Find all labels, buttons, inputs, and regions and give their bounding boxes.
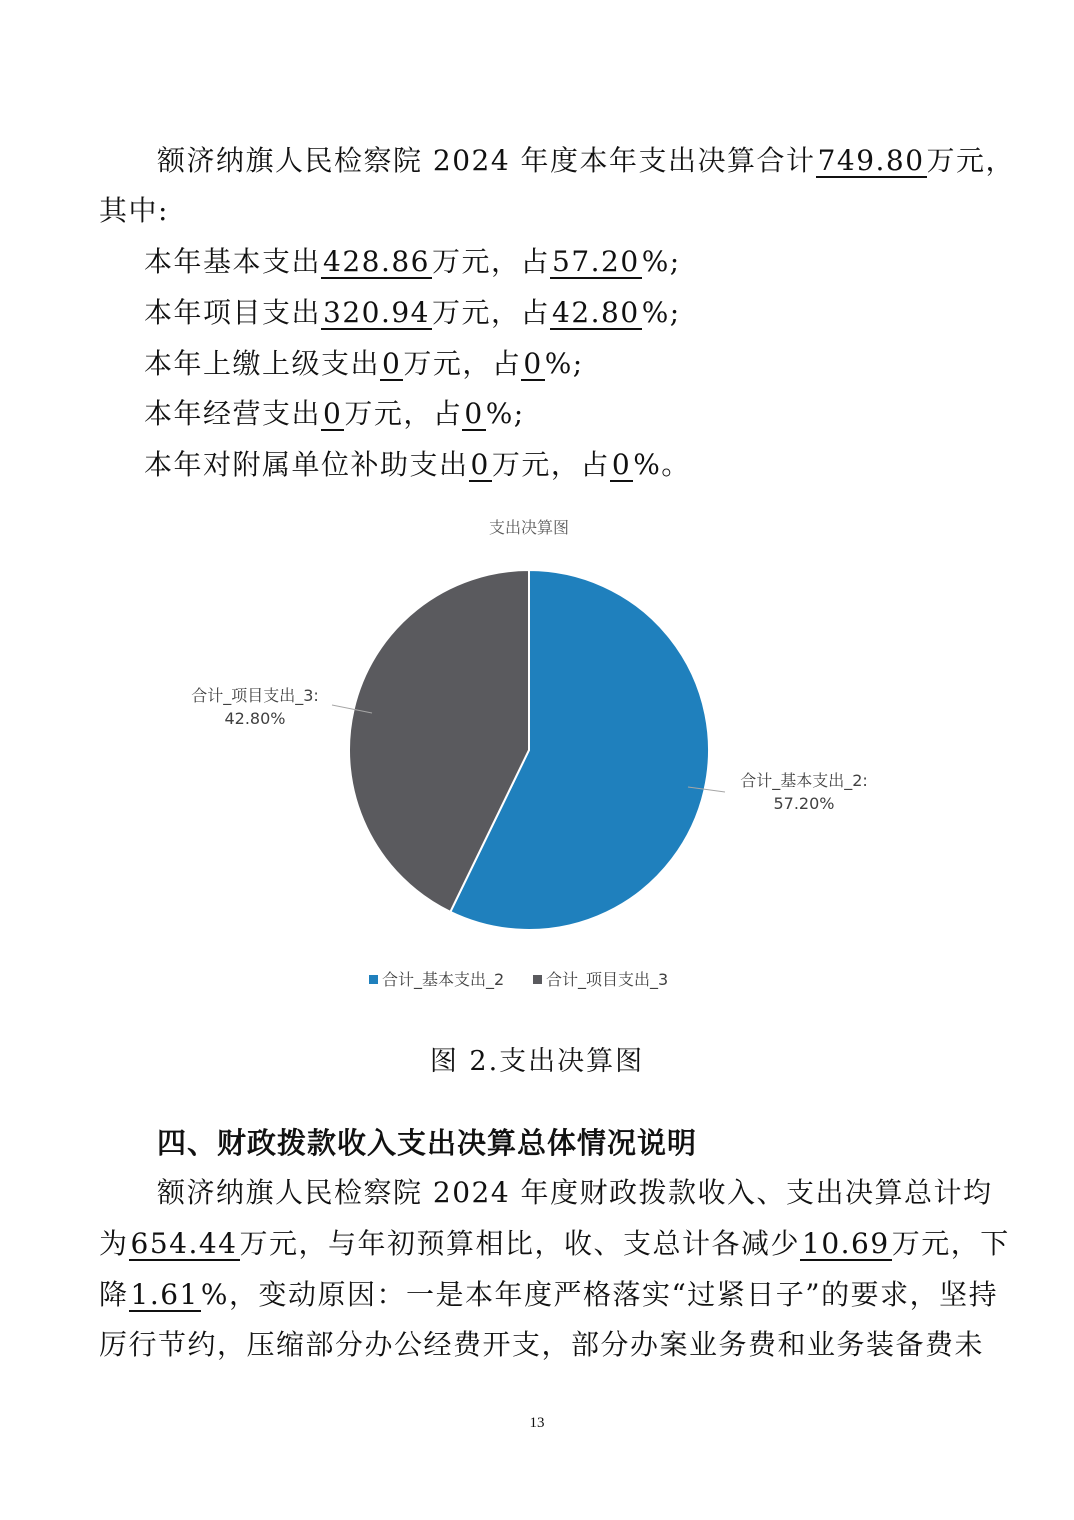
item-mid: 万元，占	[491, 448, 610, 481]
item-label: 本年经营支出	[144, 397, 322, 430]
fiscal-total-value: 654.44	[130, 1227, 238, 1260]
item-amount: 320.94	[323, 296, 430, 329]
section-line1	[157, 1173, 993, 1213]
para1-text: 额济纳旗人民检察院 2024 年度本年支出决算合计	[157, 144, 816, 177]
item-label: 本年基本支出	[144, 245, 322, 278]
expense-item	[144, 394, 525, 434]
item-post: %;	[544, 347, 584, 380]
section-text: 为	[99, 1227, 129, 1260]
section-line2	[99, 1224, 1010, 1264]
decrease-value: 10.69	[802, 1227, 890, 1260]
data-label-name: 合计_基本支出_2:	[740, 771, 868, 790]
item-label: 本年上缴上级支出	[144, 347, 381, 380]
section-line3	[99, 1275, 998, 1315]
item-mid: 万元，占	[432, 296, 551, 329]
item-pct: 42.80	[552, 296, 640, 329]
item-pct: 57.20	[552, 245, 640, 278]
page-number: 13	[529, 1415, 545, 1431]
section-text: %，变动原因：一是本年度严格落实“过紧日子”的要求，坚持	[200, 1278, 999, 1311]
section-text: 降	[99, 1278, 129, 1311]
para1-text: 其中:	[99, 194, 169, 227]
item-post: %;	[485, 397, 525, 430]
expense-item	[144, 242, 681, 282]
item-amount: 0	[470, 448, 490, 481]
item-post: %;	[641, 296, 681, 329]
item-label: 本年对附属单位补助支出	[144, 448, 469, 481]
legend-label: 合计_项目支出_3	[546, 970, 669, 989]
para1-unit: 万元，	[926, 144, 1016, 177]
section-line4	[99, 1325, 984, 1365]
legend-label: 合计_基本支出_2	[382, 970, 505, 989]
item-pct: 0	[611, 448, 632, 481]
para1-line2	[99, 191, 169, 231]
item-mid: 万元，占	[403, 347, 522, 380]
expense-pie-chart	[0, 505, 1074, 1025]
item-mid: 万元，占	[344, 397, 463, 430]
section-heading: 四、财政拨款收入支出决算总体情况说明	[157, 1126, 698, 1160]
expense-item	[144, 293, 681, 333]
chart-title: 支出决算图	[488, 518, 570, 537]
figure-caption: 图 2.支出决算图	[429, 1046, 645, 1077]
item-amount: 0	[323, 397, 343, 430]
item-post: %;	[641, 245, 681, 278]
legend-swatch	[533, 975, 542, 984]
decrease-pct: 1.61	[130, 1278, 199, 1311]
section-text: 万元，与年初预算相比，收、支总计各减少	[239, 1227, 801, 1260]
item-pct: 0	[464, 397, 484, 430]
section-text: 厉行节约，压缩部分办公经费开支，部分办案业务费和业务装备费未	[99, 1328, 985, 1361]
item-pct: 0	[523, 347, 543, 380]
data-label-value: 42.80%	[224, 709, 286, 728]
total-expense-value: 749.80	[817, 144, 925, 177]
item-amount: 428.86	[323, 245, 430, 278]
item-post: %。	[633, 448, 691, 481]
section-text: 万元，下	[891, 1227, 1010, 1260]
section-text: 额济纳旗人民检察院 2024 年度财政拨款收入、支出决算总计均	[157, 1176, 993, 1209]
legend-swatch	[369, 975, 378, 984]
item-amount: 0	[382, 347, 402, 380]
data-label-name: 合计_项目支出_3:	[191, 686, 319, 705]
para1-line1	[157, 141, 1015, 181]
expense-item	[144, 445, 691, 485]
expense-item	[144, 344, 584, 384]
item-mid: 万元，占	[432, 245, 551, 278]
data-label-value: 57.20%	[773, 794, 835, 813]
item-label: 本年项目支出	[144, 296, 322, 329]
